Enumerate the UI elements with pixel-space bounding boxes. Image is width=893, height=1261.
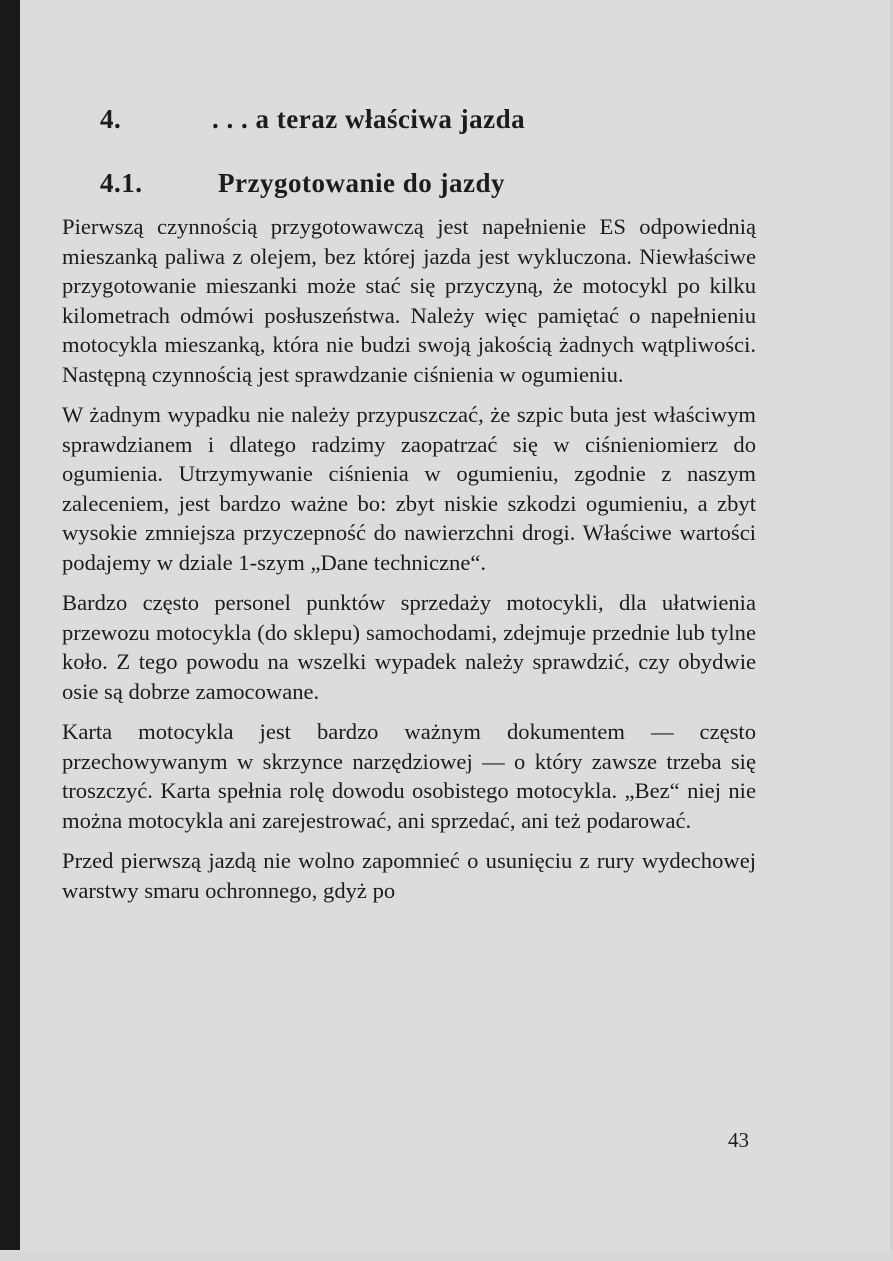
body-text <box>62 212 756 916</box>
paragraph: Przed pierwszą jazdą nie wolno zapomnieć o usunięciu z rury wydechowej warstwy smaru ochronnego, gdyż po <box>62 848 756 903</box>
paragraph: W żadnym wypadku nie należy przypuszczać, że szpic buta jest właściwym sprawdzianem i dlatego radzimy zaopatrzać się w ciśnieniomierz do ogumienia. Utrzymywanie ciśnienia w ogumieniu, zgodnie z naszym zaleceniem, jest bardzo ważne bo: zbyt niskie szkodzi ogumieniu, a zbyt wysokie zmniejsza przyczepność do nawierzchni drogi. Właściwe wartości podajemy w dziale 1-szym „Dane techniczne“. <box>62 402 756 575</box>
paragraph: Pierwszą czynnością przygotowawczą jest napełnienie ES odpowiednią mieszanką paliwa z olejem, bez której jazda jest wykluczona. Niewłaściwe przygotowanie mieszanki może stać się przyczyną, że motocykl po kilku kilometrach odmówi posłuszeństwa. Należy więc pamiętać o napełnieniu motocykla mieszanką, która nie budzi swoją jakością żadnych wątpliwości. Następną czynnością jest sprawdzanie ciśnienia w ogumieniu. <box>62 214 756 387</box>
section-number: 4.1. <box>100 168 143 198</box>
scan-edge-bottom <box>0 1250 893 1261</box>
book-page <box>20 0 890 1250</box>
paragraph: Karta motocykla jest bardzo ważnym dokumentem — często przechowywanym w skrzynce narzędziowej — o który zawsze trzeba się troszczyć. Karta spełnia rolę dowodu osobistego motocykla. „Bez“ niej nie można motocykla ani zarejestrować, ani sprzedać, ani też podarować. <box>62 719 756 833</box>
page-number: 43 <box>728 1128 749 1152</box>
section-heading <box>100 168 505 199</box>
chapter-heading <box>100 104 525 135</box>
chapter-title: . . . a teraz właściwa jazda <box>212 104 526 134</box>
paragraph: Bardzo często personel punktów sprzedaży motocykli, dla ułatwienia przewozu motocykla (do sklepu) samochodami, zdejmuje przednie lub tylne koło. Z tego powodu na wszelki wypadek należy sprawdzić, czy obydwie osie są dobrze zamocowane. <box>62 590 756 704</box>
chapter-number: 4. <box>100 104 122 134</box>
section-title: Przygotowanie do jazdy <box>218 168 505 198</box>
